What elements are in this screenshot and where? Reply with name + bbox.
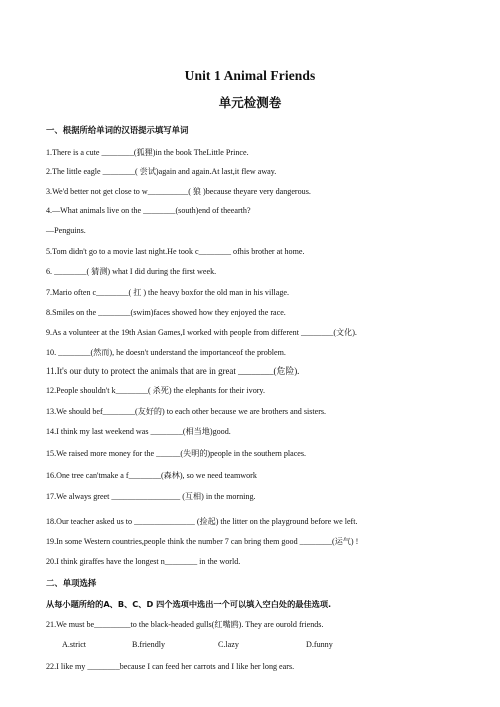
question-1: 1.There is a cute ________(狐狸)in the book TheLittle Prince. [46,148,249,157]
question-16: 16.One tree can'tmake a f________(森林), so we need teamwork [46,471,257,480]
section2-instruction: 从每小题所给的A、B、C、D 四个选项中选出一个可以填入空白处的最佳选项. [46,599,332,609]
question-19: 19.In some Western countries,people think the number 7 can bring them good ________(运气) ! [46,537,359,546]
question-21: 21.We must be_________to the black-headed gulls(红嘴鸥). They are ourold friends. [46,620,324,629]
question-17: 17.We always greet _________________ (互相) in the morning. [46,492,256,501]
option-b: B.friendly [132,640,166,649]
question-12: 12.People shouldn't k________( 杀死) the elephants for their ivory. [46,386,265,395]
question-22: 22.I like my ________because I can feed her carrots and I like her long ears. [46,662,295,671]
option-d: D.funny [306,640,333,649]
question-3: 3.We'd better not get close to w__________( 狼 )because theyare very dangerous. [46,187,311,196]
question-8: 8.Smiles on the ________(swim)faces showed how they enjoyed the race. [46,308,286,317]
question-9: 9.As a volunteer at the 19th Asian Games,I worked with people from different ________(文化). [46,328,357,337]
question-14: 14.I think my last weekend was ________(相当地)good. [46,427,231,436]
page-title: Unit 1 Animal Friends [184,68,316,83]
question-7: 7.Mario often c________( 扛 ) the heavy boxfor the old man in his village. [46,288,289,297]
question-20: 20.I think giraffes have the longest n________ in the world. [46,557,241,566]
question-18: 18.Our teacher asked us to _______________ (捡起) the litter on the playground before we left. [46,517,358,526]
question-4-answer: —Penguins. [46,226,86,235]
option-a: A.strict [62,640,87,649]
question-6: 6. ________( 猜测) what I did during the first week. [46,267,217,276]
section1-heading: 一、根据所给单词的汉语提示填写单词 [46,125,189,135]
page-subtitle: 单元检测卷 [218,95,282,110]
question-15: 15.We raised more money for the ______(失明的)people in the southern places. [46,449,307,458]
question-4: 4.—What animals live on the ________(south)end of theearth? [46,206,251,215]
section2-heading: 二、单项选择 [46,578,97,588]
question-2: 2.The little eagle ________( 尝试)again and again.At last,it flew away. [46,167,277,176]
option-c: C.lazy [218,640,239,649]
question-13: 13.We should bef________(友好的) to each other because we are brothers and sisters. [46,407,327,416]
question-5: 5.Tom didn't go to a movie last night.He took c________ ofhis brother at home. [46,247,305,256]
question-10: 10. ________(然而), he doesn't understand the importanceof the problem. [46,348,286,357]
question-11: 11.It's our duty to protect the animals that are in great ________(危险). [46,366,300,376]
